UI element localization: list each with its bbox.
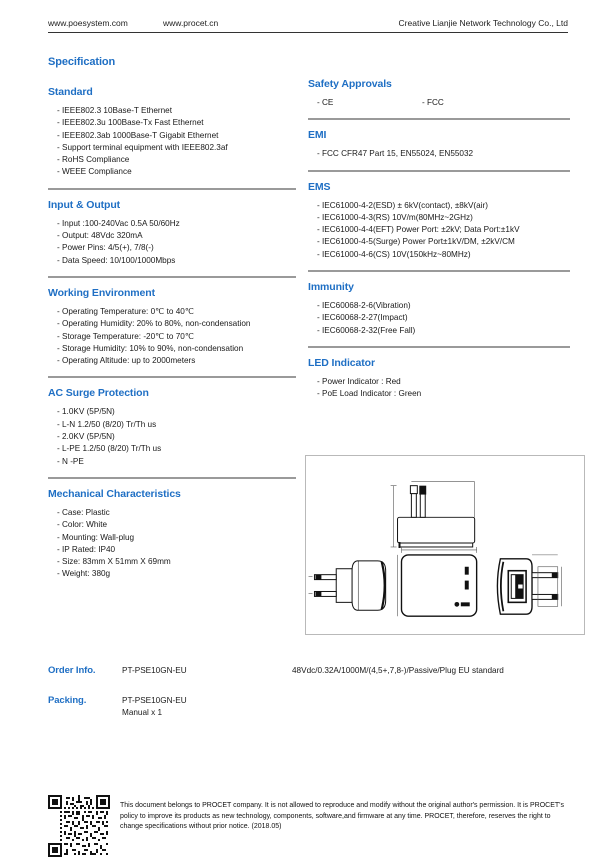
list-item: - IP Rated: IP40 bbox=[57, 544, 116, 554]
packing-contents bbox=[122, 695, 292, 719]
section-divider bbox=[48, 376, 296, 378]
page-header bbox=[48, 18, 568, 33]
order-part-number: PT-PSE10GN-EU bbox=[122, 666, 187, 675]
section-immunity bbox=[308, 281, 570, 337]
section-safety-approvals bbox=[308, 78, 570, 109]
section-emi-list bbox=[308, 148, 570, 160]
section-divider bbox=[308, 346, 570, 348]
list-item: - Operating Humidity: 20% to 80%, non-condensation bbox=[57, 319, 251, 329]
header-website-procet[interactable]: www.procet.cn bbox=[163, 18, 219, 28]
packing-part-number: PT-PSE10GN-EU bbox=[122, 696, 187, 705]
list-item: - IEEE802.3 10Base-T Ethernet bbox=[57, 106, 172, 115]
list-item: - Support terminal equipment with IEEE802.3af bbox=[57, 142, 228, 152]
section-working-environment-title: Working Environment bbox=[48, 286, 155, 299]
left-column bbox=[48, 56, 296, 581]
list-item: - IEEE802.3ab 1000Base-T Gigabit Ethernet bbox=[57, 130, 219, 140]
list-item: - Power Indicator : Red bbox=[317, 376, 401, 386]
list-item: - Output: 48Vdc 320mA bbox=[57, 231, 143, 241]
section-working-environment-list bbox=[48, 306, 296, 367]
header-company-name: Creative Lianjie Network Technology Co., Ltd bbox=[398, 18, 568, 28]
section-divider bbox=[308, 170, 570, 172]
section-immunity-title: Immunity bbox=[308, 281, 354, 294]
section-ems bbox=[308, 181, 570, 261]
section-divider bbox=[308, 270, 570, 272]
list-item: - IEC60068-2-27(Impact) bbox=[317, 313, 408, 323]
section-mechanical-characteristics bbox=[48, 488, 296, 581]
list-item: - Size: 83mm X 51mm X 69mm bbox=[57, 557, 171, 567]
list-item: - 2.0KV (5P/5N) bbox=[57, 432, 115, 442]
section-divider bbox=[48, 188, 296, 190]
page-title: Specification bbox=[48, 56, 116, 68]
order-info-label: Order Info. bbox=[48, 665, 96, 676]
section-divider bbox=[308, 118, 570, 120]
list-item: - IEC60068-2-6(Vibration) bbox=[317, 301, 411, 311]
header-website-poesystem[interactable]: www.poesystem.com bbox=[48, 18, 128, 28]
list-item: - Operating Altitude: up to 2000meters bbox=[57, 356, 196, 366]
packing-label: Packing. bbox=[48, 695, 87, 706]
packing-row bbox=[48, 695, 568, 719]
section-input-output bbox=[48, 199, 296, 267]
section-emi-title: EMI bbox=[308, 129, 327, 142]
product-line-drawing bbox=[306, 456, 584, 634]
list-item: - N -PE bbox=[57, 456, 84, 466]
order-description: 48Vdc/0.32A/1000M/(4,5+,7,8-)/Passive/Plug EU standard bbox=[292, 666, 504, 675]
footer-legal-text: This document belongs to PROCET company. It is not allowed to reproduce and modify without the original author's permission. It is PROCET's policy to improve its products as new technology, components, software,and firmware at any time. PROCET, therefore, reserves the right to change specifications without prior notice. (2018.05) bbox=[120, 802, 565, 830]
list-item: - IEC61000-4-4(EFT) Power Port: ±2kV; Data Port:±1kV bbox=[317, 225, 520, 235]
section-led-indicator bbox=[308, 357, 570, 401]
section-led-indicator-list bbox=[308, 376, 570, 401]
safety-item-ce: - CE bbox=[317, 98, 334, 107]
list-item: - IEEE802.3u 100Base-Tx Fast Ethernet bbox=[57, 118, 204, 128]
section-input-output-title: Input & Output bbox=[48, 198, 121, 211]
qr-code-icon[interactable] bbox=[48, 795, 110, 857]
list-item: - WEEE Compliance bbox=[57, 167, 132, 177]
list-item: - L-N 1.2/50 (8/20) Tr/Th us bbox=[57, 419, 157, 429]
page-footer bbox=[48, 795, 568, 857]
section-divider bbox=[48, 276, 296, 278]
list-item: - Weight: 380g bbox=[57, 569, 111, 579]
product-drawing-box bbox=[305, 455, 585, 635]
section-divider bbox=[48, 477, 296, 479]
list-item: - 1.0KV (5P/5N) bbox=[57, 407, 115, 417]
section-working-environment bbox=[48, 287, 296, 367]
order-info-row bbox=[48, 665, 568, 677]
list-item: - Data Speed: 10/100/1000Mbps bbox=[57, 255, 176, 265]
list-item: - IEC61000-4-3(RS) 10V/m(80MHz~2GHz) bbox=[317, 212, 473, 222]
order-information bbox=[48, 665, 568, 737]
list-item: - FCC CFR47 Part 15, EN55024, EN55032 bbox=[317, 149, 474, 159]
section-immunity-list bbox=[308, 300, 570, 337]
list-item: - PoE Load Indicator : Green bbox=[317, 389, 422, 399]
list-item: - Input :100-240Vac 0.5A 50/60Hz bbox=[57, 218, 180, 228]
list-item: - Power Pins: 4/5(+), 7/8(-) bbox=[57, 243, 154, 253]
section-ems-title: EMS bbox=[308, 180, 331, 193]
section-mechanical-characteristics-title: Mechanical Characteristics bbox=[48, 487, 181, 500]
section-safety-approvals-title: Safety Approvals bbox=[308, 78, 392, 90]
list-item: - Storage Humidity: 10% to 90%, non-condensation bbox=[57, 343, 244, 353]
list-item: - Mounting: Wall-plug bbox=[57, 532, 135, 542]
list-item: - IEC61000-4-6(CS) 10V(150kHz~80MHz) bbox=[317, 249, 471, 259]
list-item: - L-PE 1.2/50 (8/20) Tr/Th us bbox=[57, 444, 162, 454]
section-mechanical-characteristics-list bbox=[48, 507, 296, 581]
list-item: - IEC60068-2-32(Free Fall) bbox=[317, 325, 416, 335]
section-standard-title: Standard bbox=[48, 86, 93, 98]
section-ac-surge-protection-list bbox=[48, 406, 296, 467]
safety-item-fcc: - FCC bbox=[422, 98, 444, 107]
list-item: - Color: White bbox=[57, 520, 108, 530]
section-input-output-list bbox=[48, 218, 296, 267]
section-standard-list bbox=[48, 105, 296, 179]
list-item: - Case: Plastic bbox=[57, 507, 110, 517]
packing-manual: Manual x 1 bbox=[122, 708, 163, 717]
list-item: - IEC61000-4-2(ESD) ± 6kV(contact), ±8kV(air) bbox=[317, 200, 488, 210]
right-column bbox=[308, 78, 570, 401]
safety-approvals-row bbox=[308, 97, 570, 109]
section-ac-surge-protection bbox=[48, 387, 296, 467]
list-item: - Operating Temperature: 0℃ to 40℃ bbox=[57, 306, 195, 316]
section-ems-list bbox=[308, 200, 570, 261]
section-led-indicator-title: LED Indicator bbox=[308, 356, 375, 369]
list-item: - Storage Temperature: -20℃ to 70℃ bbox=[57, 331, 195, 341]
section-standard bbox=[48, 86, 296, 179]
section-ac-surge-protection-title: AC Surge Protection bbox=[48, 387, 149, 400]
list-item: - RoHS Compliance bbox=[57, 155, 130, 165]
section-emi bbox=[308, 129, 570, 160]
list-item: - IEC61000-4-5(Surge) Power Port±1kV/DM, ±2kV/CM bbox=[317, 237, 515, 247]
